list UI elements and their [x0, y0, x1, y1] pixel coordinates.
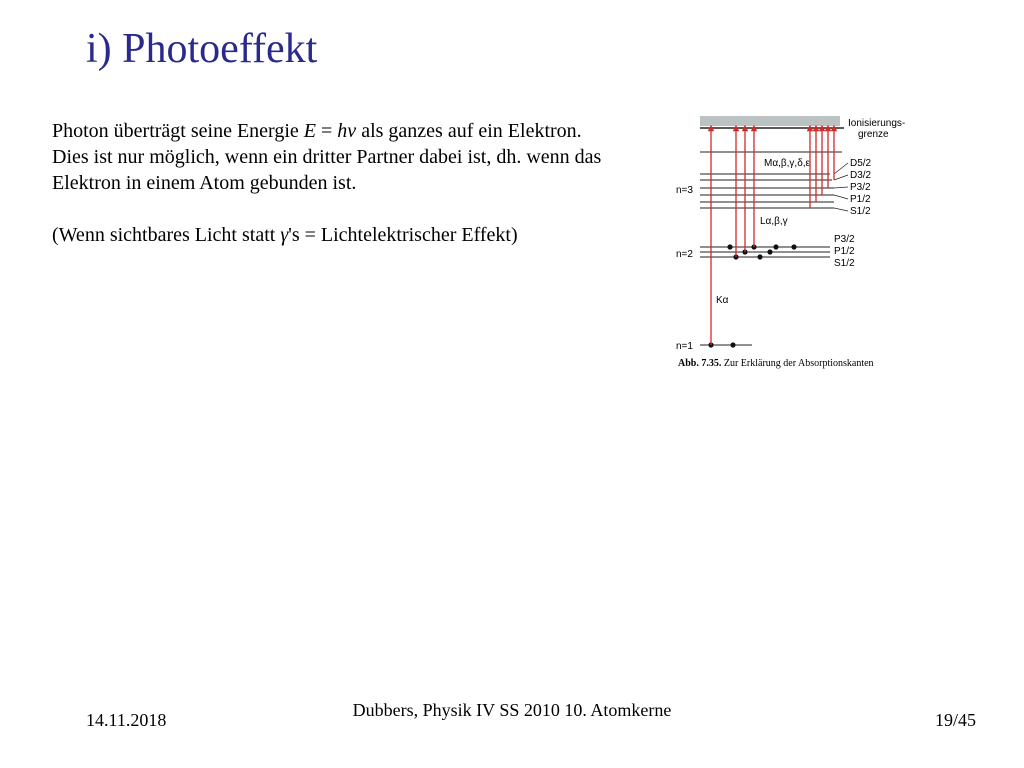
- body-line-1: Photon überträgt seine Energie E = hν als ganzes auf ein Elektron.: [52, 120, 582, 142]
- n3-level-s12: S1/2: [850, 206, 871, 217]
- ionization-band: [700, 116, 840, 126]
- n2-level-p12: P1/2: [834, 246, 855, 257]
- ionization-label-1: Ionisierungs-: [848, 118, 906, 129]
- figure-caption: Abb. 7.35. Zur Erklärung der Absorptionskanten: [678, 358, 874, 369]
- n3-level-p12: P1/2: [850, 194, 871, 205]
- n2-level-p32: P3/2: [834, 234, 855, 245]
- shell-n1-label: n=1: [676, 341, 693, 352]
- energy-level-svg: [672, 100, 932, 375]
- footer-date: 14.11.2018: [86, 710, 167, 730]
- m-series-label: Mα,β,γ,δ,ε: [764, 158, 811, 169]
- n2-level-s12: S1/2: [834, 258, 855, 269]
- n2-sublevel-labels: [834, 234, 855, 269]
- n3-label-leaders: [834, 163, 848, 211]
- l-series-label: Lα,β,γ: [760, 216, 788, 227]
- n3-sublevel-labels: [850, 158, 872, 217]
- shell-n2-label: n=2: [676, 249, 693, 260]
- body-line-3: Elektron in einem Atom gebunden ist.: [52, 172, 357, 194]
- slide-title: i) Photoeffekt: [86, 26, 318, 72]
- body-line-2: Dies ist nur möglich, wenn ein dritter Partner dabei ist, dh. wenn das: [52, 146, 602, 168]
- n3-level-d32: D3/2: [850, 170, 872, 181]
- shell-n3-label: n=3: [676, 185, 693, 196]
- body-line-4: (Wenn sichtbares Licht statt γ's = Lichtelektrischer Effekt): [52, 224, 518, 246]
- n3-level-p32: P3/2: [850, 182, 871, 193]
- footer-course: Dubbers, Physik IV SS 2010 10. Atomkerne: [352, 700, 672, 720]
- footer-page-number: 19/45: [934, 710, 976, 730]
- body-text: [52, 118, 712, 248]
- absorption-edge-diagram: [672, 100, 932, 375]
- ionization-label-2: grenze: [858, 129, 889, 140]
- k-series-label: Kα: [716, 295, 729, 306]
- n3-level-d52: D5/2: [850, 158, 872, 169]
